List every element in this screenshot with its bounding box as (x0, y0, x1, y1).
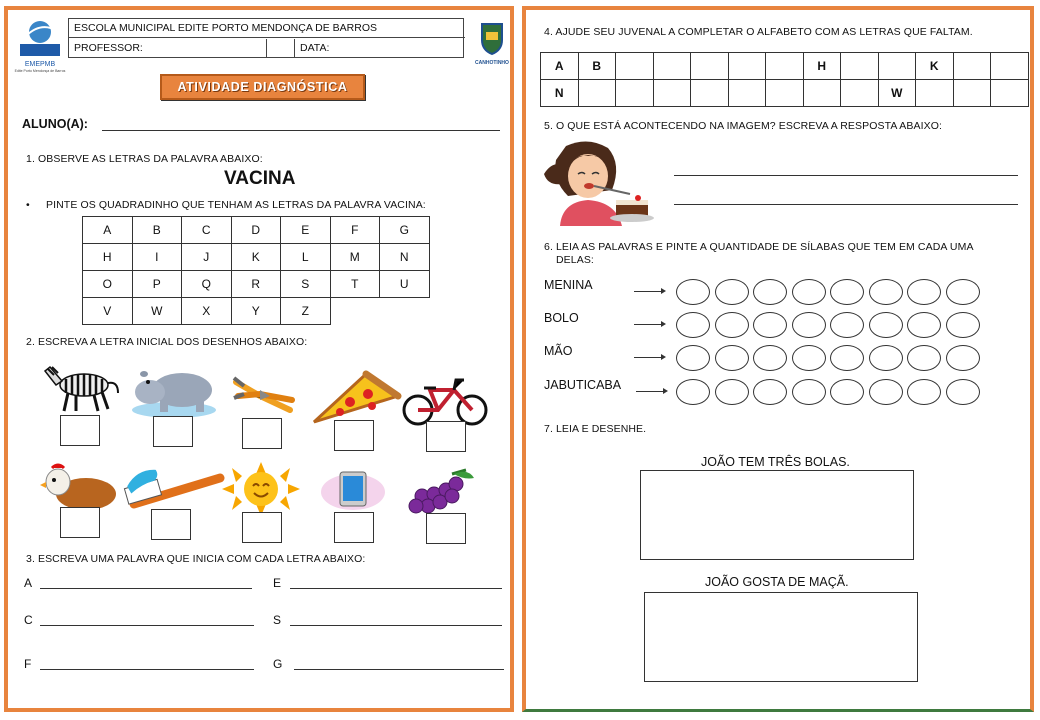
alphabet-blank-cell[interactable] (728, 80, 766, 107)
answer-box-sun[interactable] (242, 512, 282, 543)
question-2: 2. ESCREVA A LETRA INICIAL DOS DESENHOS ABAIXO: (26, 336, 308, 348)
bullet: • (26, 199, 30, 211)
q3-letter: C (24, 613, 33, 627)
q3-letter: G (273, 657, 283, 671)
question-5: 5. O QUE ESTÁ ACONTECENDO NA IMAGEM? ESCREVA A RESPOSTA ABAIXO: (544, 120, 943, 132)
alphabet-blank-cell[interactable] (991, 80, 1029, 107)
zebra-icon (42, 359, 122, 414)
student-label: ALUNO(A): (22, 117, 88, 131)
alphabet-blank-cell[interactable] (916, 80, 954, 107)
syllable-circle[interactable] (753, 279, 787, 305)
letter-grid (82, 216, 430, 325)
alphabet-cell: W (878, 80, 916, 107)
syllable-circle[interactable] (792, 345, 826, 371)
syllable-word: MENINA (544, 278, 593, 292)
letter-grid-row (83, 217, 430, 244)
letter-cell[interactable]: D (231, 217, 281, 244)
draw-box[interactable] (644, 592, 918, 682)
letter-cell[interactable]: H (83, 244, 133, 271)
syllable-circle[interactable] (753, 312, 787, 338)
answer-box-pizza[interactable] (334, 420, 374, 451)
syllable-circle[interactable] (946, 312, 980, 338)
grapes-icon (408, 468, 478, 516)
empty-cell (330, 298, 380, 325)
alphabet-blank-cell[interactable] (878, 53, 916, 80)
school-header (68, 18, 464, 58)
school-name: ESCOLA MUNICIPAL EDITE PORTO MENDONÇA DE BARROS (69, 19, 465, 38)
pizza-icon (310, 370, 402, 426)
alphabet-blank-cell[interactable] (991, 53, 1029, 80)
q3-letter: E (273, 576, 282, 590)
toothbrush-icon (120, 462, 224, 516)
q3-answer-line[interactable] (294, 669, 504, 670)
letter-cell[interactable]: R (231, 271, 281, 298)
syllable-circle[interactable] (869, 345, 903, 371)
answer-box-grapes[interactable] (426, 513, 466, 544)
arrow-icon (634, 357, 664, 358)
syllable-circle[interactable] (792, 379, 826, 405)
syllable-circle[interactable] (715, 379, 749, 405)
syllable-word: BOLO (544, 311, 579, 325)
alphabet-blank-cell[interactable] (578, 80, 616, 107)
alphabet-blank-cell[interactable] (653, 53, 691, 80)
syllable-circle[interactable] (715, 312, 749, 338)
alphabet-cell: B (578, 53, 616, 80)
alphabet-cell: K (916, 53, 954, 80)
letter-cell[interactable]: P (132, 271, 182, 298)
alphabet-grid-row (541, 80, 1029, 107)
letter-cell[interactable]: B (132, 217, 182, 244)
question-6: 6. LEIA AS PALAVRAS E PINTE A QUANTIDADE DE SÍLABAS QUE TEM EM CADA UMA (544, 241, 974, 253)
syllable-circle[interactable] (830, 312, 864, 338)
syllable-circle[interactable] (676, 379, 710, 405)
syllable-circle[interactable] (946, 279, 980, 305)
letter-cell[interactable]: Q (182, 271, 232, 298)
q3-answer-line[interactable] (40, 625, 254, 626)
q3-letter: F (24, 657, 32, 671)
letter-cell[interactable]: G (380, 217, 430, 244)
draw-box[interactable] (640, 470, 914, 560)
arrow-icon (634, 291, 664, 292)
teacher-label: PROFESSOR: (69, 39, 267, 57)
draw-prompt: JOÃO GOSTA DE MAÇÃ. (705, 575, 849, 589)
alphabet-cell: N (541, 80, 579, 107)
sun-icon (216, 462, 306, 516)
worksheet-page-2 (522, 6, 1034, 712)
empty-cell (380, 298, 430, 325)
syllable-circle[interactable] (676, 345, 710, 371)
hippo-icon (130, 362, 220, 420)
city-name: CANHOTINHO (475, 60, 509, 66)
q3-answer-line[interactable] (40, 669, 254, 670)
q3-answer-line[interactable] (40, 588, 252, 589)
letter-cell[interactable]: L (281, 244, 331, 271)
q5-answer-line[interactable] (674, 204, 1018, 205)
question-7: 7. LEIA E DESENHE. (544, 423, 647, 435)
q3-answer-line[interactable] (290, 588, 502, 589)
question-1: 1. OBSERVE AS LETRAS DA PALAVRA ABAIXO: (26, 153, 263, 165)
activity-title: ATIVIDADE DIAGNÓSTICA (160, 74, 365, 100)
answer-box-chicken[interactable] (60, 507, 100, 538)
question-3: 3. ESCREVA UMA PALAVRA QUE INICIA COM CADA LETRA ABAIXO: (26, 553, 366, 565)
letter-cell[interactable]: I (132, 244, 182, 271)
target-word: VACINA (224, 168, 296, 189)
student-name-line[interactable] (102, 130, 500, 131)
syllable-word: MÃO (544, 344, 573, 358)
syllable-circle[interactable] (869, 312, 903, 338)
pliers-icon (230, 374, 298, 418)
answer-box-zebra[interactable] (60, 415, 100, 446)
letter-cell[interactable]: W (132, 298, 182, 325)
letter-cell[interactable]: M (330, 244, 380, 271)
syllable-word: JABUTICABA (544, 378, 622, 392)
q5-answer-line[interactable] (674, 175, 1018, 176)
syllable-circle[interactable] (753, 379, 787, 405)
arrow-icon (634, 324, 664, 325)
city-crest-icon (474, 20, 510, 72)
alphabet-blank-cell[interactable] (766, 80, 804, 107)
answer-box-bicycle[interactable] (426, 421, 466, 452)
q3-letter: A (24, 576, 33, 590)
answer-box-pliers[interactable] (242, 418, 282, 449)
letter-cell[interactable]: E (281, 217, 331, 244)
syllable-circle[interactable] (946, 379, 980, 405)
syllable-circle[interactable] (792, 279, 826, 305)
syllable-circle[interactable] (907, 345, 941, 371)
letter-cell[interactable]: K (231, 244, 281, 271)
syllable-circle[interactable] (792, 312, 826, 338)
draw-prompt: JOÃO TEM TRÊS BOLAS. (701, 455, 850, 469)
girl-eating-cake-icon (538, 140, 656, 226)
alphabet-blank-cell[interactable] (841, 53, 879, 80)
letter-cell[interactable]: Y (231, 298, 281, 325)
school-logo-icon (16, 18, 64, 74)
alphabet-blank-cell[interactable] (653, 80, 691, 107)
letter-grid-row (83, 298, 430, 325)
question-4: 4. AJUDE SEU JUVENAL A COMPLETAR O ALFABETO COM AS LETRAS QUE FALTAM. (544, 26, 973, 38)
alphabet-blank-cell[interactable] (841, 80, 879, 107)
alphabet-grid-row (541, 53, 1029, 80)
syllable-circle[interactable] (830, 379, 864, 405)
alphabet-blank-cell[interactable] (803, 80, 841, 107)
letter-cell[interactable]: F (330, 217, 380, 244)
letter-grid-row (83, 271, 430, 298)
letter-cell[interactable]: C (182, 217, 232, 244)
alphabet-blank-cell[interactable] (616, 53, 654, 80)
alphabet-blank-cell[interactable] (728, 53, 766, 80)
q3-answer-line[interactable] (290, 625, 502, 626)
date-label: DATA: (294, 39, 465, 57)
letter-cell[interactable]: T (330, 271, 380, 298)
syllable-circle[interactable] (907, 279, 941, 305)
syllable-circle[interactable] (715, 279, 749, 305)
worksheet-page-1 (4, 6, 514, 712)
syllable-circle[interactable] (869, 379, 903, 405)
syllable-circle[interactable] (907, 312, 941, 338)
logo-subtext: Edite Porto Mendonça de Barros (14, 69, 66, 73)
alphabet-blank-cell[interactable] (691, 53, 729, 80)
question-1-instruction: PINTE OS QUADRADINHO QUE TENHAM AS LETRAS DA PALAVRA VACINA: (46, 199, 426, 211)
answer-box-tablet[interactable] (334, 512, 374, 543)
alphabet-cell: A (541, 53, 579, 80)
alphabet-cell: H (803, 53, 841, 80)
bicycle-icon (400, 374, 492, 428)
syllable-circle[interactable] (676, 312, 710, 338)
alphabet-blank-cell[interactable] (691, 80, 729, 107)
alphabet-blank-cell[interactable] (616, 80, 654, 107)
syllable-circle[interactable] (715, 345, 749, 371)
letter-cell[interactable]: Z (281, 298, 331, 325)
syllable-circle[interactable] (676, 279, 710, 305)
letter-cell[interactable]: V (83, 298, 133, 325)
answer-box-toothbrush[interactable] (151, 509, 191, 540)
letter-cell[interactable]: X (182, 298, 232, 325)
syllable-circle[interactable] (869, 279, 903, 305)
letter-cell[interactable]: J (182, 244, 232, 271)
letter-cell[interactable]: O (83, 271, 133, 298)
arrow-icon (636, 391, 666, 392)
alphabet-blank-cell[interactable] (766, 53, 804, 80)
alphabet-grid (540, 52, 1029, 107)
syllable-circle[interactable] (946, 345, 980, 371)
letter-cell[interactable]: S (281, 271, 331, 298)
tablet-icon (320, 466, 386, 512)
letter-cell[interactable]: A (83, 217, 133, 244)
syllable-circle[interactable] (830, 279, 864, 305)
letter-grid-row (83, 244, 430, 271)
syllable-circle[interactable] (830, 345, 864, 371)
q3-letter: S (273, 613, 282, 627)
syllable-circle[interactable] (907, 379, 941, 405)
letter-cell[interactable]: N (380, 244, 430, 271)
alphabet-blank-cell[interactable] (953, 53, 991, 80)
answer-box-hippo[interactable] (153, 416, 193, 447)
alphabet-blank-cell[interactable] (953, 80, 991, 107)
question-6-continued: DELAS: (556, 254, 594, 266)
letter-cell[interactable]: U (380, 271, 430, 298)
logo-text: EMEPMB (24, 61, 56, 68)
syllable-circle[interactable] (753, 345, 787, 371)
